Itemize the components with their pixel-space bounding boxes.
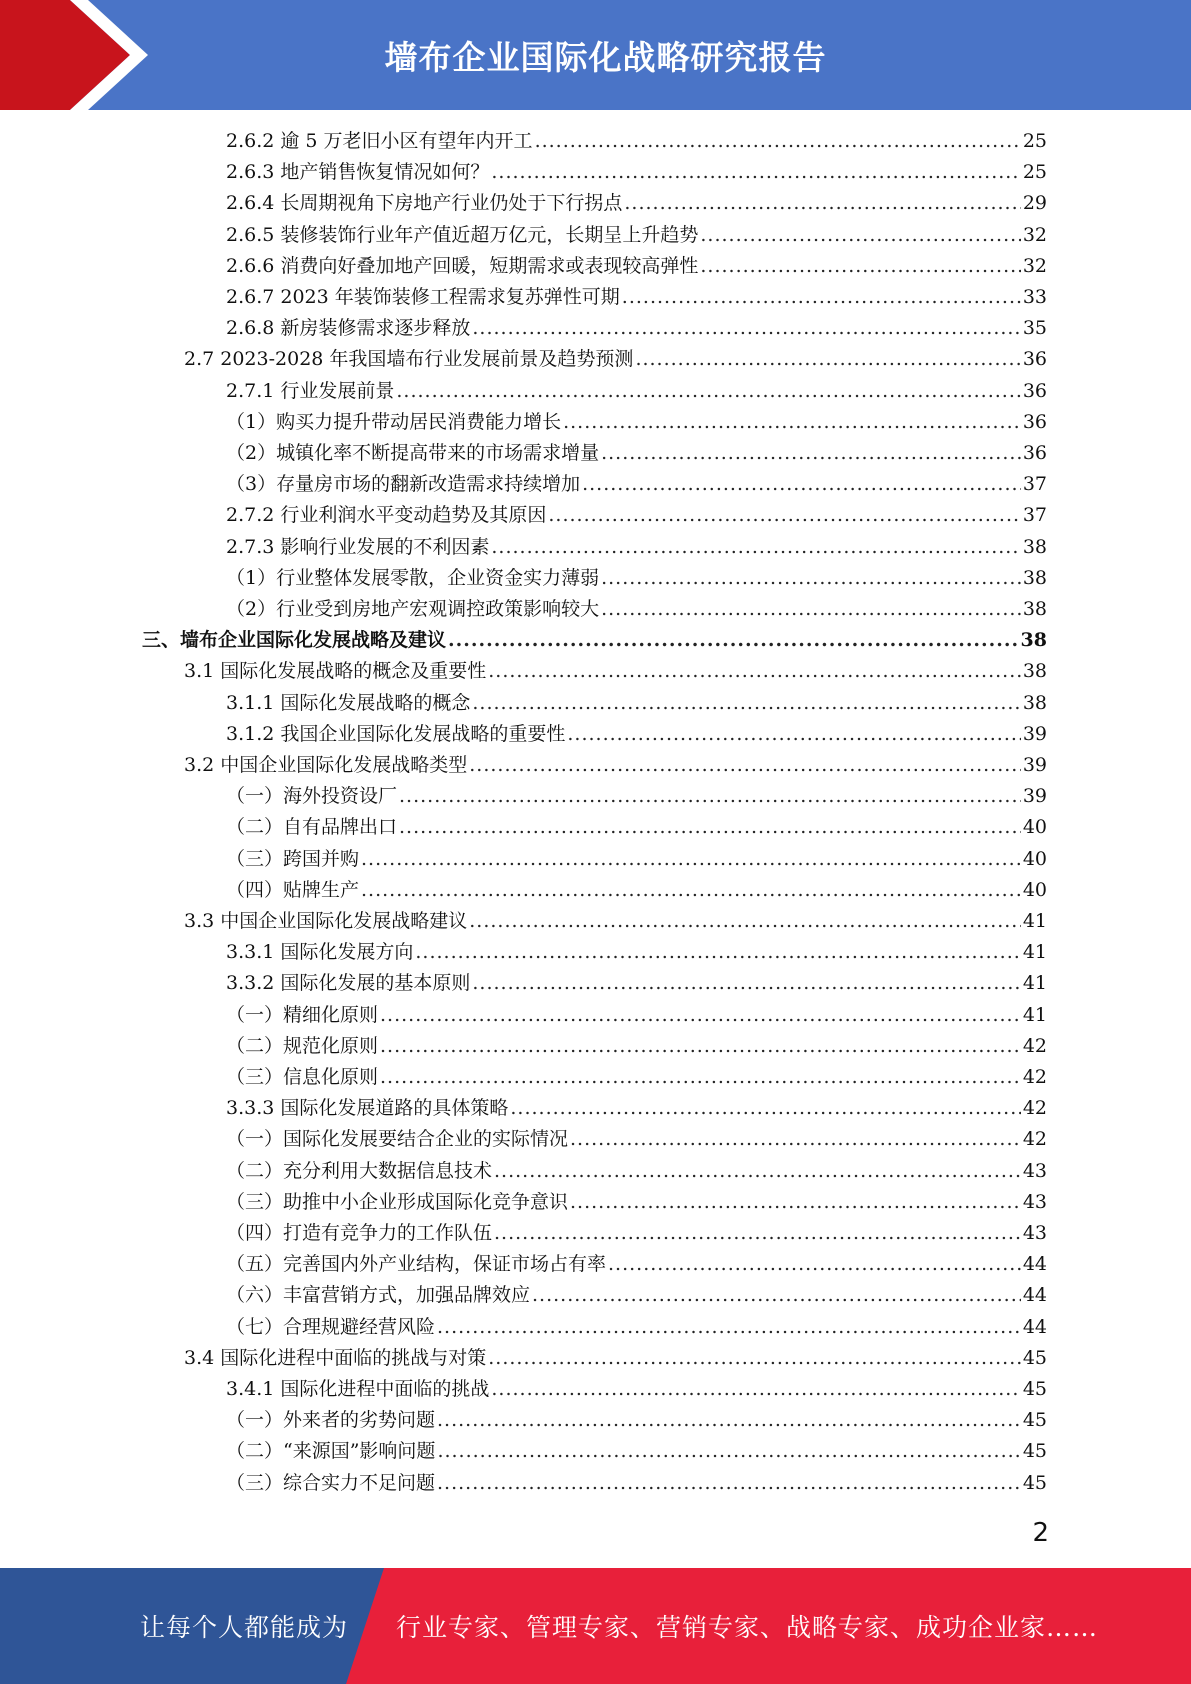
toc-leader-dots <box>491 1374 1020 1405</box>
toc-leader-dots <box>380 1062 1021 1093</box>
toc-entry-page: 45 <box>1022 1440 1047 1462</box>
toc-entry[interactable] <box>226 282 1047 313</box>
toc-leader-dots <box>494 1156 1021 1187</box>
toc-leader-dots <box>415 937 1020 968</box>
toc-entry-page: 45 <box>1022 1409 1047 1431</box>
toc-entry-page: 40 <box>1022 879 1047 901</box>
toc-entry[interactable] <box>226 1468 1047 1499</box>
toc-entry-title: （2）行业受到房地产宏观调控政策影响较大 <box>226 598 600 620</box>
toc-entry-title: （二）规范化原则 <box>226 1035 379 1057</box>
report-title: 墙布企业国际化战略研究报告 <box>384 37 827 77</box>
toc-leader-dots <box>437 1436 1020 1467</box>
toc-leader-dots <box>488 656 1021 687</box>
toc-leader-dots <box>437 1312 1021 1343</box>
toc-leader-dots <box>448 625 1019 656</box>
toc-entry[interactable] <box>226 157 1047 188</box>
toc-entry-page: 36 <box>1022 411 1047 433</box>
toc-entry-page: 25 <box>1022 161 1047 183</box>
toc-entry-page: 42 <box>1022 1128 1047 1150</box>
toc-leader-dots <box>570 1124 1021 1155</box>
toc-entry[interactable] <box>226 188 1047 219</box>
toc-leader-dots <box>469 750 1021 781</box>
toc-entry[interactable] <box>226 1374 1047 1405</box>
toc-leader-dots <box>472 968 1020 999</box>
toc-leader-dots <box>472 688 1020 719</box>
toc-entry-page: 39 <box>1022 754 1047 776</box>
toc-entry-page: 41 <box>1022 941 1047 963</box>
toc-entry[interactable] <box>226 1093 1047 1124</box>
toc-entry[interactable] <box>226 719 1047 750</box>
toc-entry-page: 29 <box>1022 192 1047 214</box>
toc-entry-page: 45 <box>1022 1378 1047 1400</box>
toc-entry[interactable] <box>226 532 1047 563</box>
toc-entry-title: （一）外来者的劣势问题 <box>226 1409 436 1431</box>
toc-entry-page: 40 <box>1022 816 1047 838</box>
toc-entry-page: 36 <box>1022 380 1047 402</box>
toc-entry-title: 2.7.1 行业发展前景 <box>226 380 395 402</box>
page-number: 2 <box>1032 1518 1049 1548</box>
toc-leader-dots <box>491 157 1020 188</box>
toc-entry-title: 3.4 国际化进程中面临的挑战与对策 <box>184 1347 487 1369</box>
toc-entry[interactable] <box>226 1405 1047 1436</box>
toc-leader-dots <box>563 407 1021 438</box>
toc-entry[interactable] <box>184 906 1047 937</box>
toc-entry-title: （四）打造有竞争力的工作队伍 <box>226 1222 493 1244</box>
toc-entry-page: 43 <box>1022 1191 1047 1213</box>
toc-entry-title: （五）完善国内外产业结构，保证市场占有率 <box>226 1253 607 1275</box>
toc-entry-title: 三、墙布企业国际化发展战略及建议 <box>142 629 447 651</box>
toc-leader-dots <box>535 126 1021 157</box>
toc-entry[interactable] <box>226 781 1047 812</box>
toc-entry[interactable] <box>226 251 1047 282</box>
toc-leader-dots <box>437 1405 1021 1436</box>
toc-entry-title: 3.3 中国企业国际化发展战略建议 <box>184 910 468 932</box>
toc-entry-title: 2.6.2 逾 5 万老旧小区有望年内开工 <box>226 130 533 152</box>
toc-entry-title: （一）精细化原则 <box>226 1004 379 1026</box>
toc-entry-title: 2.6.4 长周期视角下房地产行业仍处于下行拐点 <box>226 192 623 214</box>
toc-entry-page: 45 <box>1022 1347 1047 1369</box>
toc-entry-page: 38 <box>1022 567 1047 589</box>
toc-entry[interactable] <box>226 469 1047 500</box>
toc-entry[interactable] <box>226 1436 1047 1467</box>
toc-entry[interactable] <box>226 126 1047 157</box>
toc-entry-title: （1）购买力提升带动居民消费能力增长 <box>226 411 562 433</box>
toc-entry-title: （七）合理规避经营风险 <box>226 1316 436 1338</box>
toc-entry-page: 25 <box>1022 130 1047 152</box>
toc-leader-dots <box>700 251 1020 282</box>
toc-leader-dots <box>494 1218 1021 1249</box>
toc-entry-page: 37 <box>1022 504 1047 526</box>
slogan-footer <box>0 1568 1191 1684</box>
toc-leader-dots <box>472 313 1020 344</box>
toc-entry-title: （二）自有品牌出口 <box>226 816 398 838</box>
toc-entry[interactable] <box>226 220 1047 251</box>
toc-leader-dots <box>601 594 1021 625</box>
toc-entry-page: 32 <box>1022 224 1047 246</box>
toc-entry-title: 2.7.3 影响行业发展的不利因素 <box>226 536 490 558</box>
toc-leader-dots <box>491 532 1020 563</box>
toc-entry[interactable] <box>226 1062 1047 1093</box>
toc-entry-title: （六）丰富营销方式，加强品牌效应 <box>226 1284 531 1306</box>
toc-entry-title: （3）存量房市场的翻新改造需求持续增加 <box>226 473 581 495</box>
toc-leader-dots <box>510 1093 1020 1124</box>
toc-entry-page: 38 <box>1020 629 1047 651</box>
footer-slogan-roles: 行业专家、管理专家、营销专家、战略专家、成功企业家…… <box>396 1613 1099 1642</box>
toc-entry[interactable] <box>226 1218 1047 1249</box>
toc-entry[interactable] <box>184 750 1047 781</box>
toc-entry-page: 38 <box>1022 692 1047 714</box>
toc-entry-title: 3.3.2 国际化发展的基本原则 <box>226 972 471 994</box>
toc-entry-title: 3.2 中国企业国际化发展战略类型 <box>184 754 468 776</box>
toc-entry[interactable] <box>226 937 1047 968</box>
toc-entry-title: （2）城镇化率不断提高带来的市场需求增量 <box>226 442 600 464</box>
toc-entry[interactable] <box>226 1156 1047 1187</box>
toc-entry[interactable] <box>226 812 1047 843</box>
toc-entry-page: 40 <box>1022 848 1047 870</box>
toc-entry[interactable] <box>226 844 1047 875</box>
toc-entry-title: （1）行业整体发展零散，企业资金实力薄弱 <box>226 567 600 589</box>
toc-entry-page: 32 <box>1022 255 1047 277</box>
toc-entry-page: 42 <box>1022 1097 1047 1119</box>
toc-entry[interactable] <box>226 563 1047 594</box>
toc-entry[interactable] <box>226 500 1047 531</box>
toc-entry-page: 39 <box>1022 723 1047 745</box>
toc-entry[interactable] <box>226 1280 1047 1311</box>
toc-leader-dots <box>361 875 1021 906</box>
toc-entry-page: 38 <box>1022 598 1047 620</box>
footer-slogan-lead: 让每个人都能成为 <box>140 1613 349 1642</box>
toc-entry[interactable] <box>184 344 1047 375</box>
toc-entry-title: 2.6.8 新房装修需求逐步释放 <box>226 317 471 339</box>
toc-entry-title: 2.7 2023-2028 年我国墙布行业发展前景及趋势预测 <box>184 348 634 370</box>
toc-entry-title: 2.6.6 消费向好叠加地产回暖，短期需求或表现较高弹性 <box>226 255 699 277</box>
toc-entry-title: （四）贴牌生产 <box>226 879 360 901</box>
toc-entry-title: 3.4.1 国际化进程中面临的挑战 <box>226 1378 490 1400</box>
toc-entry-page: 38 <box>1022 660 1047 682</box>
toc-leader-dots <box>399 781 1021 812</box>
toc-entry-page: 35 <box>1022 317 1047 339</box>
toc-leader-dots <box>601 438 1021 469</box>
toc-entry-page: 36 <box>1022 348 1047 370</box>
toc-entry[interactable] <box>184 1343 1047 1374</box>
toc-entry-page: 41 <box>1022 910 1047 932</box>
toc-entry-title: 2.6.7 2023 年装饰装修工程需求复苏弹性可期 <box>226 286 620 308</box>
toc-entry[interactable] <box>226 688 1047 719</box>
toc-entry-title: 3.3.3 国际化发展道路的具体策略 <box>226 1097 509 1119</box>
toc-entry-title: 3.1.2 我国企业国际化发展战略的重要性 <box>226 723 566 745</box>
toc-entry[interactable] <box>226 438 1047 469</box>
toc-leader-dots <box>570 1187 1021 1218</box>
toc-entry-page: 39 <box>1022 785 1047 807</box>
toc-entry[interactable] <box>226 1249 1047 1280</box>
toc-entry-page: 36 <box>1022 442 1047 464</box>
toc-entry-page: 42 <box>1022 1066 1047 1088</box>
toc-leader-dots <box>622 282 1021 313</box>
toc-entry[interactable] <box>142 625 1047 656</box>
toc-entry-title: （三）综合实力不足问题 <box>226 1472 436 1494</box>
toc-entry-page: 41 <box>1022 1004 1047 1026</box>
toc-entry-page: 45 <box>1022 1472 1047 1494</box>
toc-entry[interactable] <box>226 407 1047 438</box>
toc-leader-dots <box>582 469 1021 500</box>
toc-entry-title: 2.6.5 装修装饰行业年产值近超万亿元，长期呈上升趋势 <box>226 224 699 246</box>
toc-leader-dots <box>635 344 1020 375</box>
toc-leader-dots <box>567 719 1020 750</box>
toc-entry-title: （三）信息化原则 <box>226 1066 379 1088</box>
toc-entry-page: 38 <box>1022 536 1047 558</box>
toc-leader-dots <box>380 1000 1021 1031</box>
toc-leader-dots <box>548 500 1020 531</box>
toc-entry[interactable] <box>226 1187 1047 1218</box>
toc-entry[interactable] <box>226 1000 1047 1031</box>
toc-entry[interactable] <box>226 1031 1047 1062</box>
toc-entry-title: （三）跨国并购 <box>226 848 360 870</box>
toc-entry-title: （二）“来源国”影响问题 <box>226 1440 436 1462</box>
toc-entry-title: （一）国际化发展要结合企业的实际情况 <box>226 1128 569 1150</box>
toc-leader-dots <box>469 906 1021 937</box>
toc-entry-title: 2.6.3 地产销售恢复情况如何？ <box>226 161 490 183</box>
report-header <box>0 0 1191 110</box>
toc-entry-page: 33 <box>1022 286 1047 308</box>
toc-leader-dots <box>601 563 1021 594</box>
toc-leader-dots <box>624 188 1020 219</box>
toc-leader-dots <box>700 220 1020 251</box>
toc-entry[interactable] <box>226 594 1047 625</box>
toc-entry-title: （三）助推中小企业形成国际化竞争意识 <box>226 1191 569 1213</box>
toc-leader-dots <box>532 1280 1021 1311</box>
toc-entry-title: 3.1.1 国际化发展战略的概念 <box>226 692 471 714</box>
toc-entry-page: 43 <box>1022 1160 1047 1182</box>
toc-leader-dots <box>396 376 1020 407</box>
toc-entry[interactable] <box>226 1124 1047 1155</box>
toc-entry-page: 44 <box>1022 1253 1047 1275</box>
toc-leader-dots <box>608 1249 1021 1280</box>
toc-entry-page: 37 <box>1022 473 1047 495</box>
toc-entry-page: 44 <box>1022 1316 1047 1338</box>
toc-entry[interactable] <box>226 875 1047 906</box>
toc-entry[interactable] <box>226 313 1047 344</box>
toc-entry[interactable] <box>226 376 1047 407</box>
toc-leader-dots <box>399 812 1021 843</box>
toc-entry-title: （一）海外投资设厂 <box>226 785 398 807</box>
toc-entry[interactable] <box>226 1312 1047 1343</box>
toc-entry-title: （二）充分利用大数据信息技术 <box>226 1160 493 1182</box>
toc-leader-dots <box>361 844 1021 875</box>
toc-entry-page: 42 <box>1022 1035 1047 1057</box>
toc-entry-title: 3.1 国际化发展战略的概念及重要性 <box>184 660 487 682</box>
toc-entry[interactable] <box>226 968 1047 999</box>
toc-entry-title: 3.3.1 国际化发展方向 <box>226 941 414 963</box>
toc-entry-page: 44 <box>1022 1284 1047 1306</box>
toc-entry[interactable] <box>184 656 1047 687</box>
toc-entry-page: 43 <box>1022 1222 1047 1244</box>
toc-entry-title: 2.7.2 行业利润水平变动趋势及其原因 <box>226 504 547 526</box>
toc-leader-dots <box>380 1031 1021 1062</box>
toc-leader-dots <box>488 1343 1021 1374</box>
toc-entry-page: 41 <box>1022 972 1047 994</box>
toc-leader-dots <box>437 1468 1021 1499</box>
